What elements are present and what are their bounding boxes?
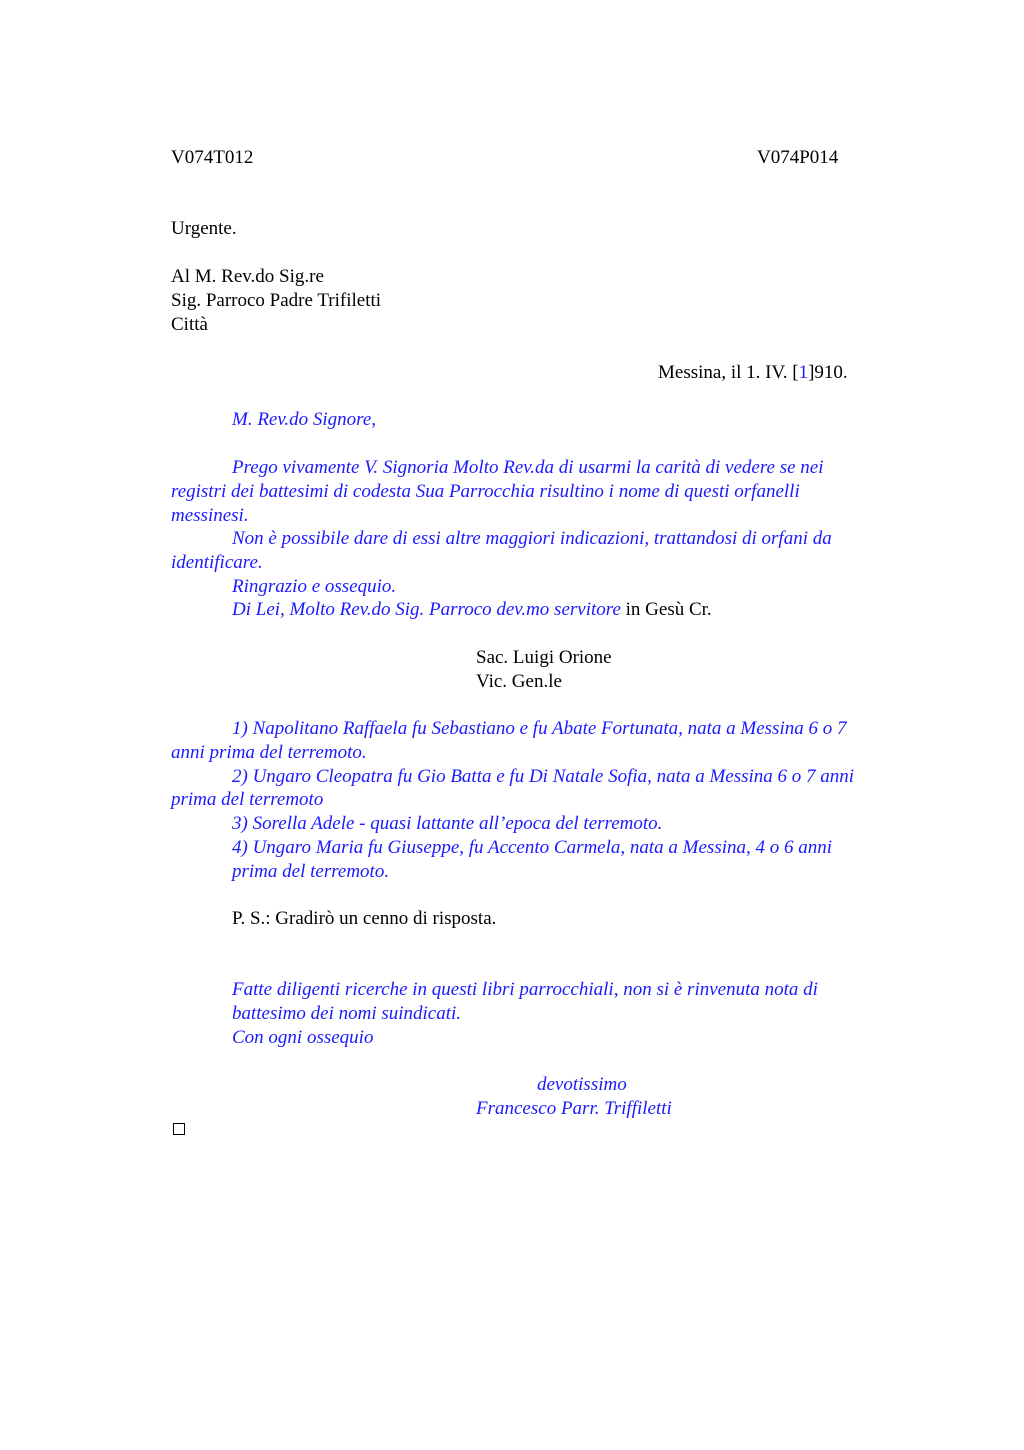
reply-line-1: Fatte diligenti ricerche in questi libri parrocchiali, non si è rinvenuta nota di [232, 979, 818, 1000]
reply-closing: devotissimo [537, 1074, 627, 1095]
paragraph-2-line-1: Non è possibile dare di essi altre maggiori indicazioni, trattandosi di orfani da [232, 528, 832, 549]
address-line-3: Città [171, 314, 208, 335]
closing-italic: Di Lei, Molto Rev.do Sig. Parroco dev.mo servitore [232, 599, 621, 620]
reply-signature: Francesco Parr. Triffiletti [476, 1098, 672, 1119]
paragraph-1-line-2: registri dei battesimi di codesta Sua Parrocchia risultino i nome di questi orfanelli [171, 481, 800, 502]
reply-line-2: battesimo dei nomi suindicati. [232, 1003, 462, 1024]
date-bracketed-digit: 1 [798, 362, 809, 383]
salutation: M. Rev.do Signore, [232, 409, 377, 430]
orphan-item-4-line-1: 4) Ungaro Maria fu Giuseppe, fu Accento Carmela, nata a Messina, 4 o 6 anni [232, 837, 833, 858]
letter-date [658, 361, 848, 385]
orphan-item-1-line-1: 1) Napolitano Raffaela fu Sebastiano e fu Abate Fortunata, nata a Messina 6 o 7 [232, 718, 847, 739]
orphan-item-3: 3) Sorella Adele - quasi lattante all’epoca del terremoto. [232, 813, 663, 834]
paragraph-2-line-2: identificare. [171, 552, 263, 573]
document-code-left: V074T012 [171, 147, 254, 168]
address-line-1: Al M. Rev.do Sig.re [171, 266, 324, 287]
letter-closing [232, 598, 712, 622]
reply-line-3: Con ogni ossequio [232, 1027, 374, 1048]
document-code-right: V074P014 [757, 147, 839, 168]
address-line-2: Sig. Parroco Padre Trifiletti [171, 290, 382, 311]
orphan-item-1-line-2: anni prima del terremoto. [171, 742, 367, 763]
paragraph-1-line-3: messinesi. [171, 505, 249, 526]
paragraph-1-line-1: Prego vivamente V. Signoria Molto Rev.da di usarmi la carità di vedere se nei [232, 457, 824, 478]
orphan-item-2-line-1: 2) Ungaro Cleopatra fu Gio Batta e fu Di Natale Sofia, nata a Messina 6 o 7 anni [232, 766, 855, 787]
orphan-item-2-line-2: prima del terremoto [171, 789, 324, 810]
date-prefix: Messina, il 1. IV. [ [658, 362, 799, 383]
paragraph-3: Ringrazio e ossequio. [232, 576, 397, 597]
closing-plain: in Gesù Cr. [620, 599, 712, 620]
urgent-note: Urgente. [171, 218, 237, 239]
postscript: P. S.: Gradirò un cenno di risposta. [232, 908, 497, 929]
checkbox-square-icon [173, 1123, 185, 1135]
date-suffix: ]910. [808, 362, 848, 383]
signature-title: Vic. Gen.le [476, 671, 562, 692]
orphan-item-4-line-2: prima del terremoto. [232, 861, 390, 882]
signature-name: Sac. Luigi Orione [476, 647, 612, 668]
